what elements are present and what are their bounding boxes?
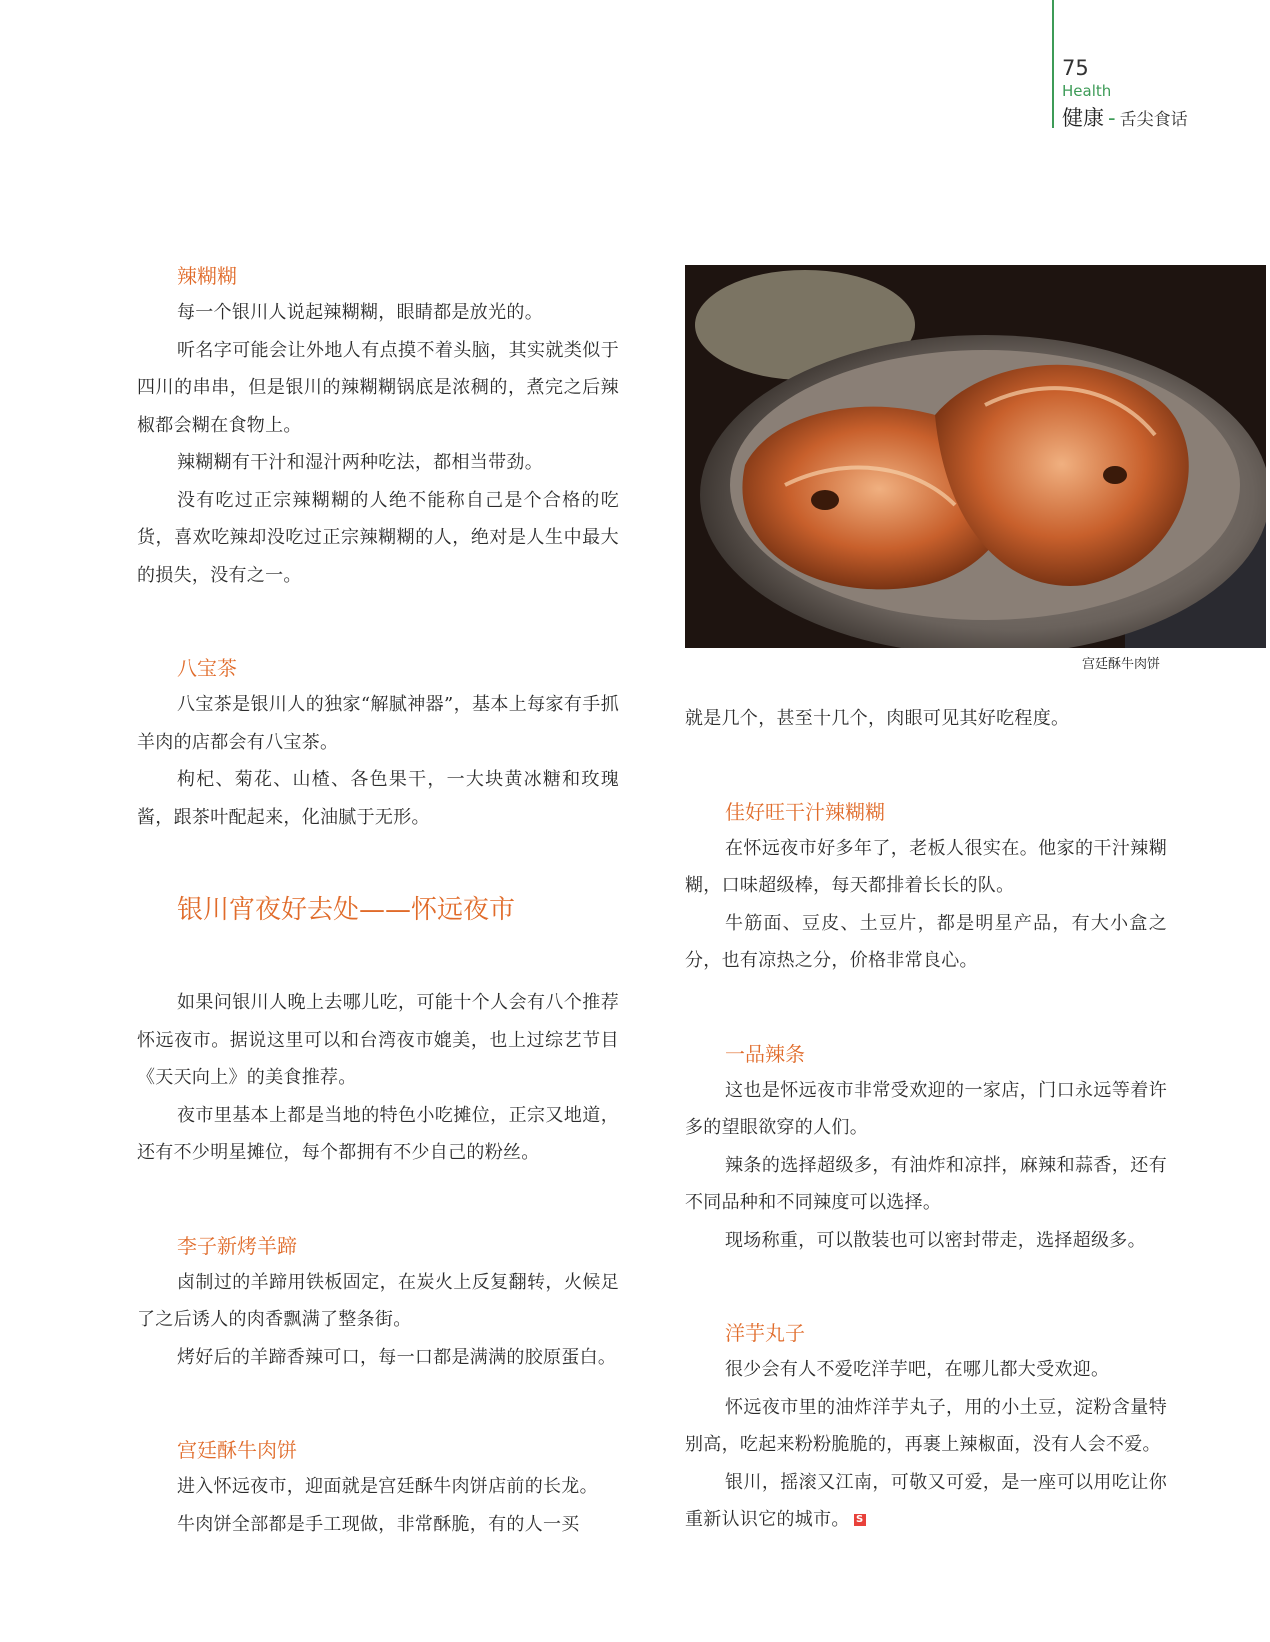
body-paragraph: 怀远夜市里的油炸洋芋丸子，用的小土豆，淀粉含量特别高，吃起来粉粉脆脆的，再裹上辣椒面，没有人会不爱。	[685, 1396, 1167, 1455]
body-paragraph: 卤制过的羊蹄用铁板固定，在炭火上反复翻转，火候足了之后诱人的肉香飘满了整条街。	[137, 1271, 619, 1330]
body-paragraph: 枸杞、菊花、山楂、各色果干，一大块黄冰糖和玫瑰酱，跟茶叶配起来，化油腻于无形。	[137, 769, 619, 828]
spacer	[137, 1172, 619, 1228]
body-paragraph: 夜市里基本上都是当地的特色小吃摊位，正宗又地道，还有不少明星摊位，每个都拥有不少自己的粉丝。	[137, 1104, 619, 1163]
right-column	[685, 700, 1167, 1539]
body-paragraph: 就是几个，甚至十几个，肉眼可见其好吃程度。	[685, 708, 1070, 729]
section-label-cn	[1062, 102, 1188, 132]
spacer	[685, 1259, 1167, 1315]
body-paragraph: 牛肉饼全部都是手工现做，非常酥脆，有的人一买	[177, 1513, 580, 1535]
body-paragraph: 烤好后的羊蹄香辣可口，每一口都是满满的胶原蛋白。	[177, 1346, 617, 1368]
body-paragraph: 很少会有人不爱吃洋芋吧，在哪儿都大受欢迎。	[725, 1359, 1110, 1380]
body-paragraph: 辣条的选择超级多，有油炸和凉拌，麻辣和蒜香，还有不同品种和不同辣度可以选择。	[685, 1154, 1167, 1213]
photo-caption: 宫廷酥牛肉饼	[1081, 657, 1160, 672]
spacer	[137, 928, 619, 984]
body-paragraph: 没有吃过正宗辣糊糊的人绝不能称自己是个合格的吃货，喜欢吃辣却没吃过正宗辣糊糊的人，绝对是人生中最大的损失，没有之一。	[137, 489, 619, 586]
page-number: 75	[1062, 56, 1089, 80]
feature-heading: 银川宵夜好去处——怀远夜市	[177, 895, 516, 925]
body-paragraph: 辣糊糊有干汁和湿汁两种吃法，都相当带劲。	[177, 452, 543, 473]
section-heading: 佳好旺干汁辣糊糊	[725, 799, 885, 824]
left-column	[137, 258, 619, 1543]
section-title: 健康	[1062, 106, 1104, 130]
section-heading: 辣糊糊	[177, 264, 237, 288]
body-paragraph: 现场称重，可以散装也可以密封带走，选择超级多。	[725, 1229, 1146, 1251]
section-heading: 洋芋丸子	[725, 1321, 805, 1345]
body-paragraph: 这也是怀远夜市非常受欢迎的一家店，门口永远等着许多的望眼欲穿的人们。	[685, 1079, 1167, 1138]
closing-text: 银川，摇滚又江南，可敬又可爱，是一座可以用吃让你重新认识它的城市。	[685, 1471, 1167, 1530]
beef-pastry-photo	[685, 265, 1266, 648]
section-heading: 八宝茶	[177, 656, 237, 680]
photo-illustration	[685, 265, 1266, 648]
body-paragraph	[685, 1464, 1167, 1539]
section-heading: 一品辣条	[725, 1041, 805, 1066]
body-paragraph: 在怀远夜市好多年了，老板人很实在。他家的干汁辣糊糊，口味超级棒，每天都排着长长的队。	[685, 837, 1167, 896]
section-label-en: Health	[1062, 82, 1112, 100]
spacer	[137, 836, 619, 892]
spacer	[137, 594, 619, 650]
header-rule	[1052, 0, 1054, 128]
end-mark-icon: S	[854, 1514, 866, 1526]
section-heading: 李子新烤羊蹄	[177, 1233, 297, 1258]
body-paragraph: 进入怀远夜市，迎面就是宫廷酥牛肉饼店前的长龙。	[177, 1476, 598, 1497]
spacer	[685, 980, 1167, 1036]
body-paragraph: 听名字可能会让外地人有点摸不着头脑，其实就类似于四川的串串，但是银川的辣糊糊锅底是浓稠的，煮完之后辣椒都会糊在食物上。	[137, 339, 619, 436]
spacer	[137, 1376, 619, 1432]
column-name: 舌尖食话	[1119, 110, 1188, 130]
spacer	[685, 738, 1167, 794]
section-heading: 宫廷酥牛肉饼	[177, 1438, 297, 1462]
body-paragraph: 八宝茶是银川人的独家“解腻神器”，基本上每家有手抓羊肉的店都会有八宝茶。	[137, 694, 619, 753]
body-paragraph: 牛筋面、豆皮、土豆片，都是明星产品，有大小盒之分，也有凉热之分，价格非常良心。	[685, 912, 1167, 971]
body-paragraph: 如果问银川人晚上去哪儿吃，可能十个人会有八个推荐怀远夜市。据说这里可以和台湾夜市媲美，也上过综艺节目《天天向上》的美食推荐。	[137, 992, 619, 1088]
section-separator: -	[1108, 106, 1116, 130]
body-paragraph: 每一个银川人说起辣糊糊，眼睛都是放光的。	[177, 302, 543, 323]
